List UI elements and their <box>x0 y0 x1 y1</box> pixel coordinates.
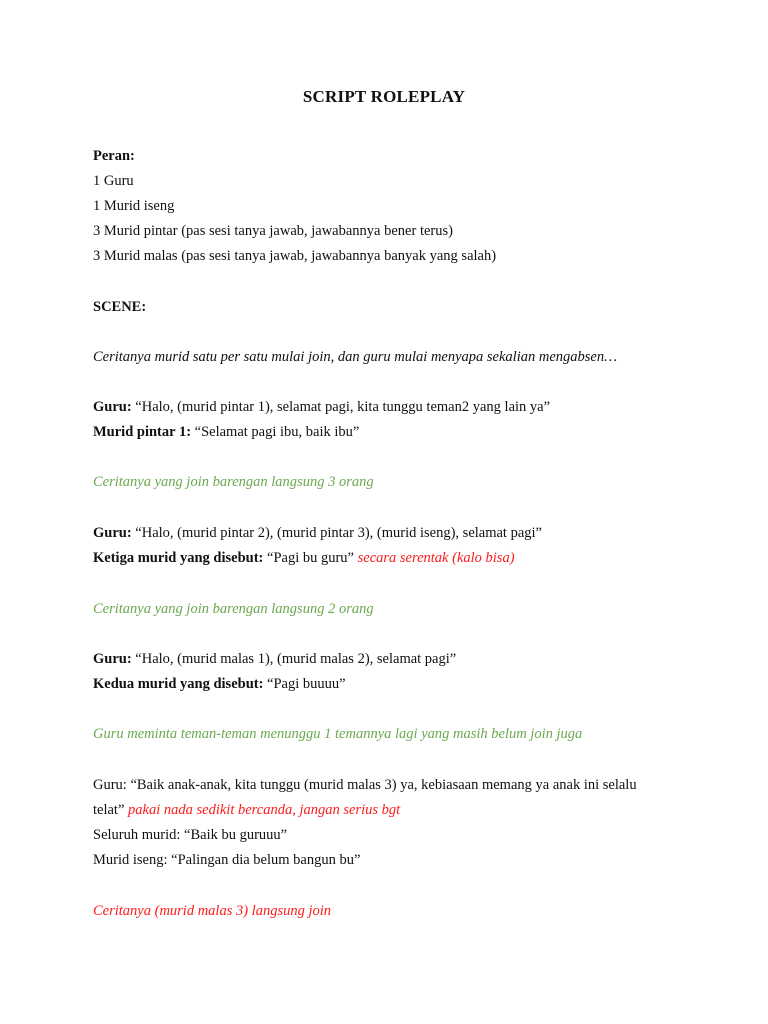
scene-intro: Ceritanya murid satu per satu mulai join, dan guru mulai menyapa sekalian mengabsen… <box>93 349 617 365</box>
dialogue-line <box>93 650 456 668</box>
speaker: Murid pintar 1: <box>93 424 192 440</box>
stage-direction: pakai nada sedikit bercanda, jangan serius bgt <box>128 802 401 818</box>
speaker: Kedua murid yang disebut: <box>93 676 264 692</box>
stage-direction: secara serentak (kalo bisa) <box>357 550 515 566</box>
dialogue-text: “Halo, (murid pintar 2), (murid pintar 3), (murid iseng), selamat pagi” <box>131 525 542 541</box>
dialogue-text: telat” <box>93 802 129 818</box>
dialogue-line: Seluruh murid: “Baik bu guruuu” <box>93 827 288 843</box>
stage-note: Ceritanya (murid malas 3) langsung join <box>93 903 332 919</box>
stage-note: Guru meminta teman-teman menunggu 1 temannya lagi yang masih belum join juga <box>93 726 583 742</box>
stage-note: Ceritanya yang join barengan langsung 2 orang <box>93 601 374 617</box>
role-item: 1 Murid iseng <box>93 198 175 214</box>
dialogue-line: Guru: “Baik anak-anak, kita tunggu (murid malas 3) ya, kebiasaan memang ya anak ini selalu <box>93 777 637 793</box>
dialogue-text: “Selamat pagi ibu, baik ibu” <box>191 424 360 440</box>
dialogue-line <box>93 423 359 441</box>
speaker: Guru: <box>93 399 132 415</box>
dialogue-line <box>93 524 542 542</box>
dialogue-line <box>93 801 400 819</box>
dialogue-text: “Pagi buuuu” <box>263 676 346 692</box>
roles-heading: Peran: <box>93 148 135 164</box>
dialogue-text: “Pagi bu guru” <box>263 550 358 566</box>
speaker: Ketiga murid yang disebut: <box>93 550 264 566</box>
speaker: Guru: <box>93 525 132 541</box>
dialogue-line <box>93 675 346 693</box>
page-title: SCRIPT ROLEPLAY <box>302 87 466 106</box>
dialogue-line: Murid iseng: “Palingan dia belum bangun bu” <box>93 852 361 868</box>
role-item: 3 Murid malas (pas sesi tanya jawab, jawabannya banyak yang salah) <box>93 248 497 264</box>
dialogue-line <box>93 398 550 416</box>
stage-note: Ceritanya yang join barengan langsung 3 orang <box>93 474 374 490</box>
dialogue-line <box>93 549 515 567</box>
dialogue-text: “Halo, (murid malas 1), (murid malas 2), selamat pagi” <box>131 651 457 667</box>
scene-heading: SCENE: <box>93 299 147 315</box>
speaker: Guru: <box>93 651 132 667</box>
role-item: 3 Murid pintar (pas sesi tanya jawab, jawabannya bener terus) <box>93 223 453 239</box>
dialogue-text: “Halo, (murid pintar 1), selamat pagi, kita tunggu teman2 yang lain ya” <box>131 399 551 415</box>
role-item: 1 Guru <box>93 173 134 189</box>
